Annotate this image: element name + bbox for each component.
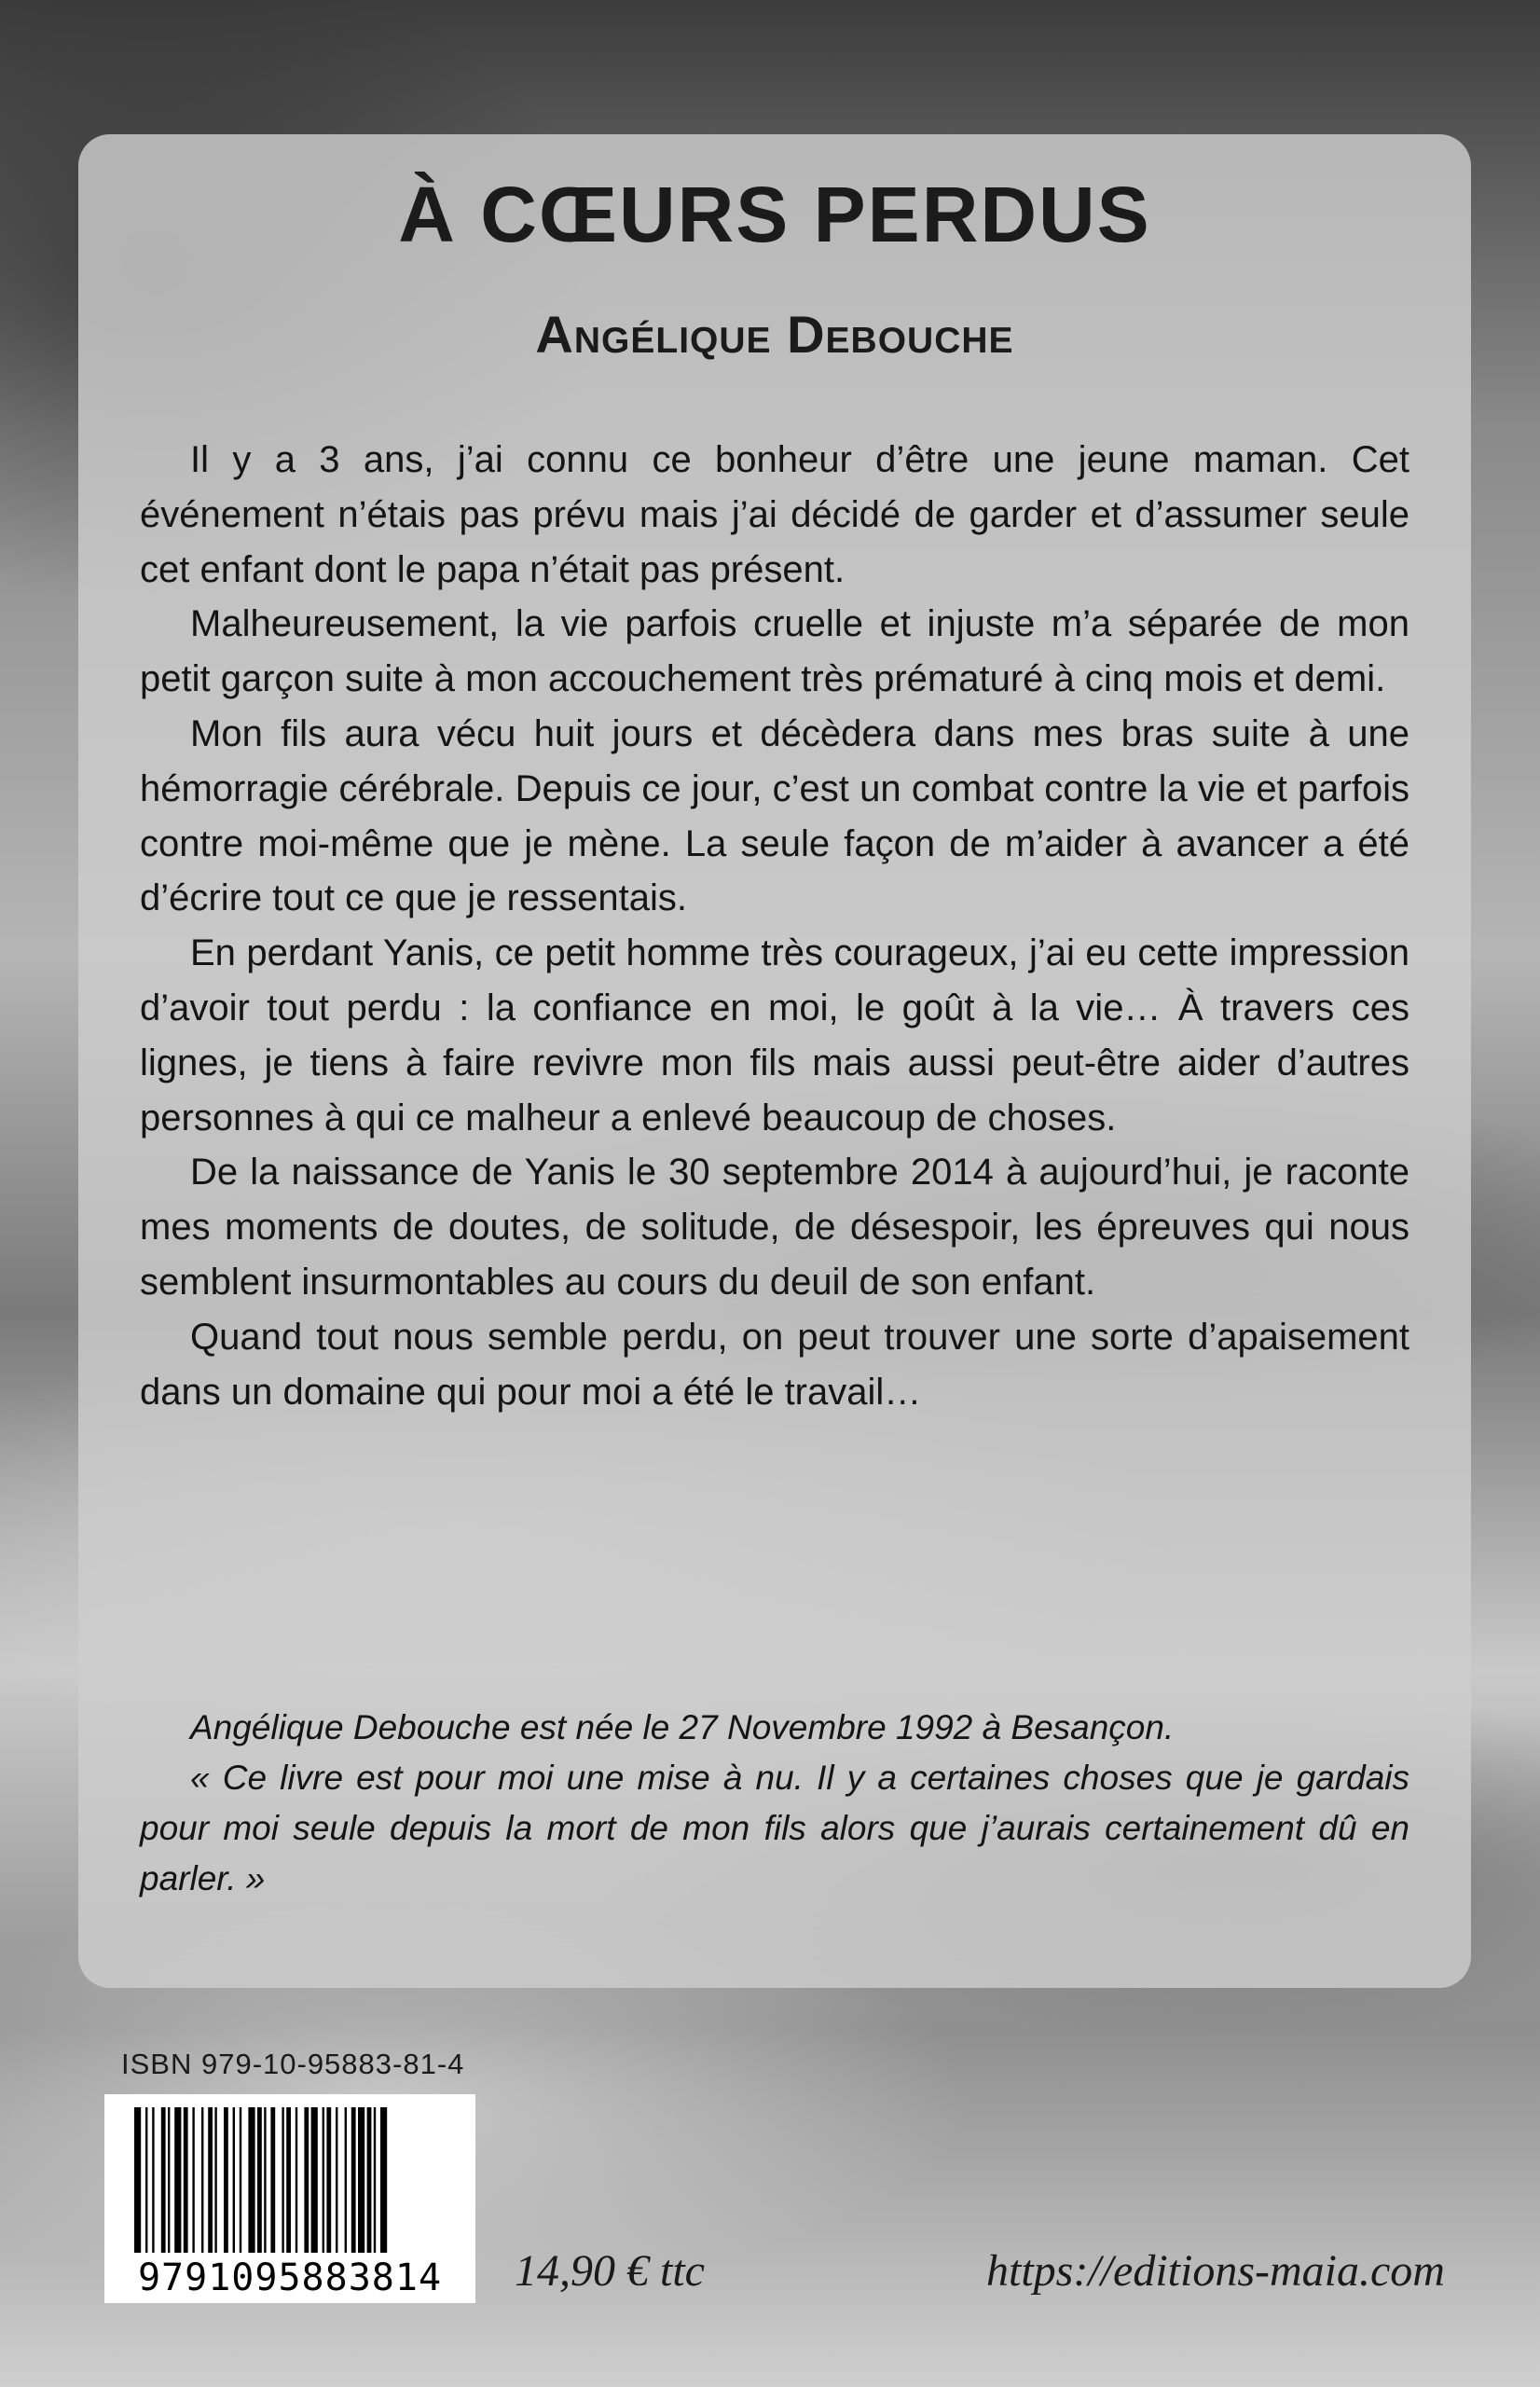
barcode-bar: [323, 2107, 324, 2253]
barcode-bar: [161, 2107, 166, 2253]
price-label: 14,90 € ttc: [515, 2246, 705, 2296]
summary-paragraph: Il y a 3 ans, j’ai connu ce bonheur d’être une jeune maman. Cet événement n’étais pas prévu mais j’ai décidé de garder et d’assumer seule cet enfant dont le papa n’était pas présent.: [140, 439, 1409, 590]
barcode-bar: [145, 2107, 147, 2253]
barcode-bar: [286, 2107, 291, 2253]
barcode-bar: [208, 2107, 213, 2253]
barcode-bar: [270, 2107, 275, 2253]
summary-text: [140, 433, 1409, 1419]
barcode-bar: [152, 2107, 154, 2253]
barcode-bar: [345, 2107, 347, 2253]
book-author: Angélique Debouche: [535, 305, 1014, 364]
barcode-bar: [282, 2107, 283, 2253]
summary-paragraph: Mon fils aura vécu huit jours et décèdera dans mes bras suite à une hémorragie cérébrale. Depuis ce jour, c’est un combat contre la vie et parfois contre moi-même que je mène. La seule façon de m’aider à avancer a été d’écrire tout ce que je ressentais.: [140, 712, 1409, 919]
book-title: À CŒURS PERDUS: [398, 171, 1151, 258]
barcode: [104, 2094, 475, 2303]
barcode-bar: [257, 2107, 262, 2253]
barcode-bar: [264, 2107, 266, 2253]
barcode-bar: [184, 2107, 188, 2253]
barcode-digits: 9791095883814: [137, 2256, 443, 2299]
summary-paragraph: En perdant Yanis, ce petit homme très courageux, j’ai eu cette impression d’avoir tout perdu : la confiance en moi, le goût à la vie… À travers ces lignes, je tiens à faire revivre mon fils mais aussi peut-être aider d’autres personnes à qui ce malheur a enlevé beaucoup de choses.: [140, 932, 1409, 1138]
barcode-bar: [311, 2107, 318, 2253]
barcode-bar: [336, 2107, 337, 2253]
barcode-bar: [201, 2107, 203, 2253]
barcode-bar: [174, 2107, 181, 2253]
barcode-bar: [134, 2107, 141, 2253]
bio-line: Angélique Debouche est née le 27 Novembre 1992 à Besançon.: [190, 1708, 1175, 1746]
publisher-website[interactable]: https://editions-maia.com: [986, 2246, 1445, 2296]
back-cover-panel: [78, 134, 1471, 1988]
barcode-bar: [224, 2107, 228, 2253]
barcode-bar: [380, 2107, 387, 2253]
barcode-bar: [367, 2107, 372, 2253]
barcode-bar: [214, 2107, 216, 2253]
barcode-bar: [168, 2107, 170, 2253]
barcode-bar: [233, 2107, 235, 2253]
barcode-bar: [358, 2107, 364, 2253]
barcode-bar: [248, 2107, 254, 2253]
barcode-bar: [351, 2107, 356, 2253]
barcode-bar: [374, 2107, 376, 2253]
summary-paragraph: Malheureusement, la vie parfois cruelle et injuste m’a séparée de mon petit garçon suite à mon accouchement très prématuré à cinq mois et demi.: [140, 603, 1409, 700]
bio-quote: « Ce livre est pour moi une mise à nu. Il y a certaines choses que je gardais pour moi seule depuis la mort de mon fils alors que j’aurais certainement dû en parler. »: [140, 1759, 1409, 1897]
barcode-bars-icon: [134, 2107, 446, 2253]
author-bio: [140, 1703, 1409, 1904]
barcode-bar: [326, 2107, 331, 2253]
barcode-bar: [296, 2107, 297, 2253]
summary-paragraph: Quand tout nous semble perdu, on peut trouver une sorte d’apaisement dans un domaine qui pour moi a été le travail…: [140, 1316, 1409, 1413]
isbn-label: ISBN 979-10-95883-81-4: [121, 2048, 465, 2080]
barcode-bar: [192, 2107, 194, 2253]
summary-paragraph: De la naissance de Yanis le 30 septembre 2014 à aujourd’hui, je raconte mes moments de doutes, de solitude, de désespoir, les épreuves qui nous semblent insurmontables au cours du deuil de son enfant.: [140, 1152, 1409, 1303]
barcode-bar: [240, 2107, 241, 2253]
barcode-bar: [304, 2107, 309, 2253]
